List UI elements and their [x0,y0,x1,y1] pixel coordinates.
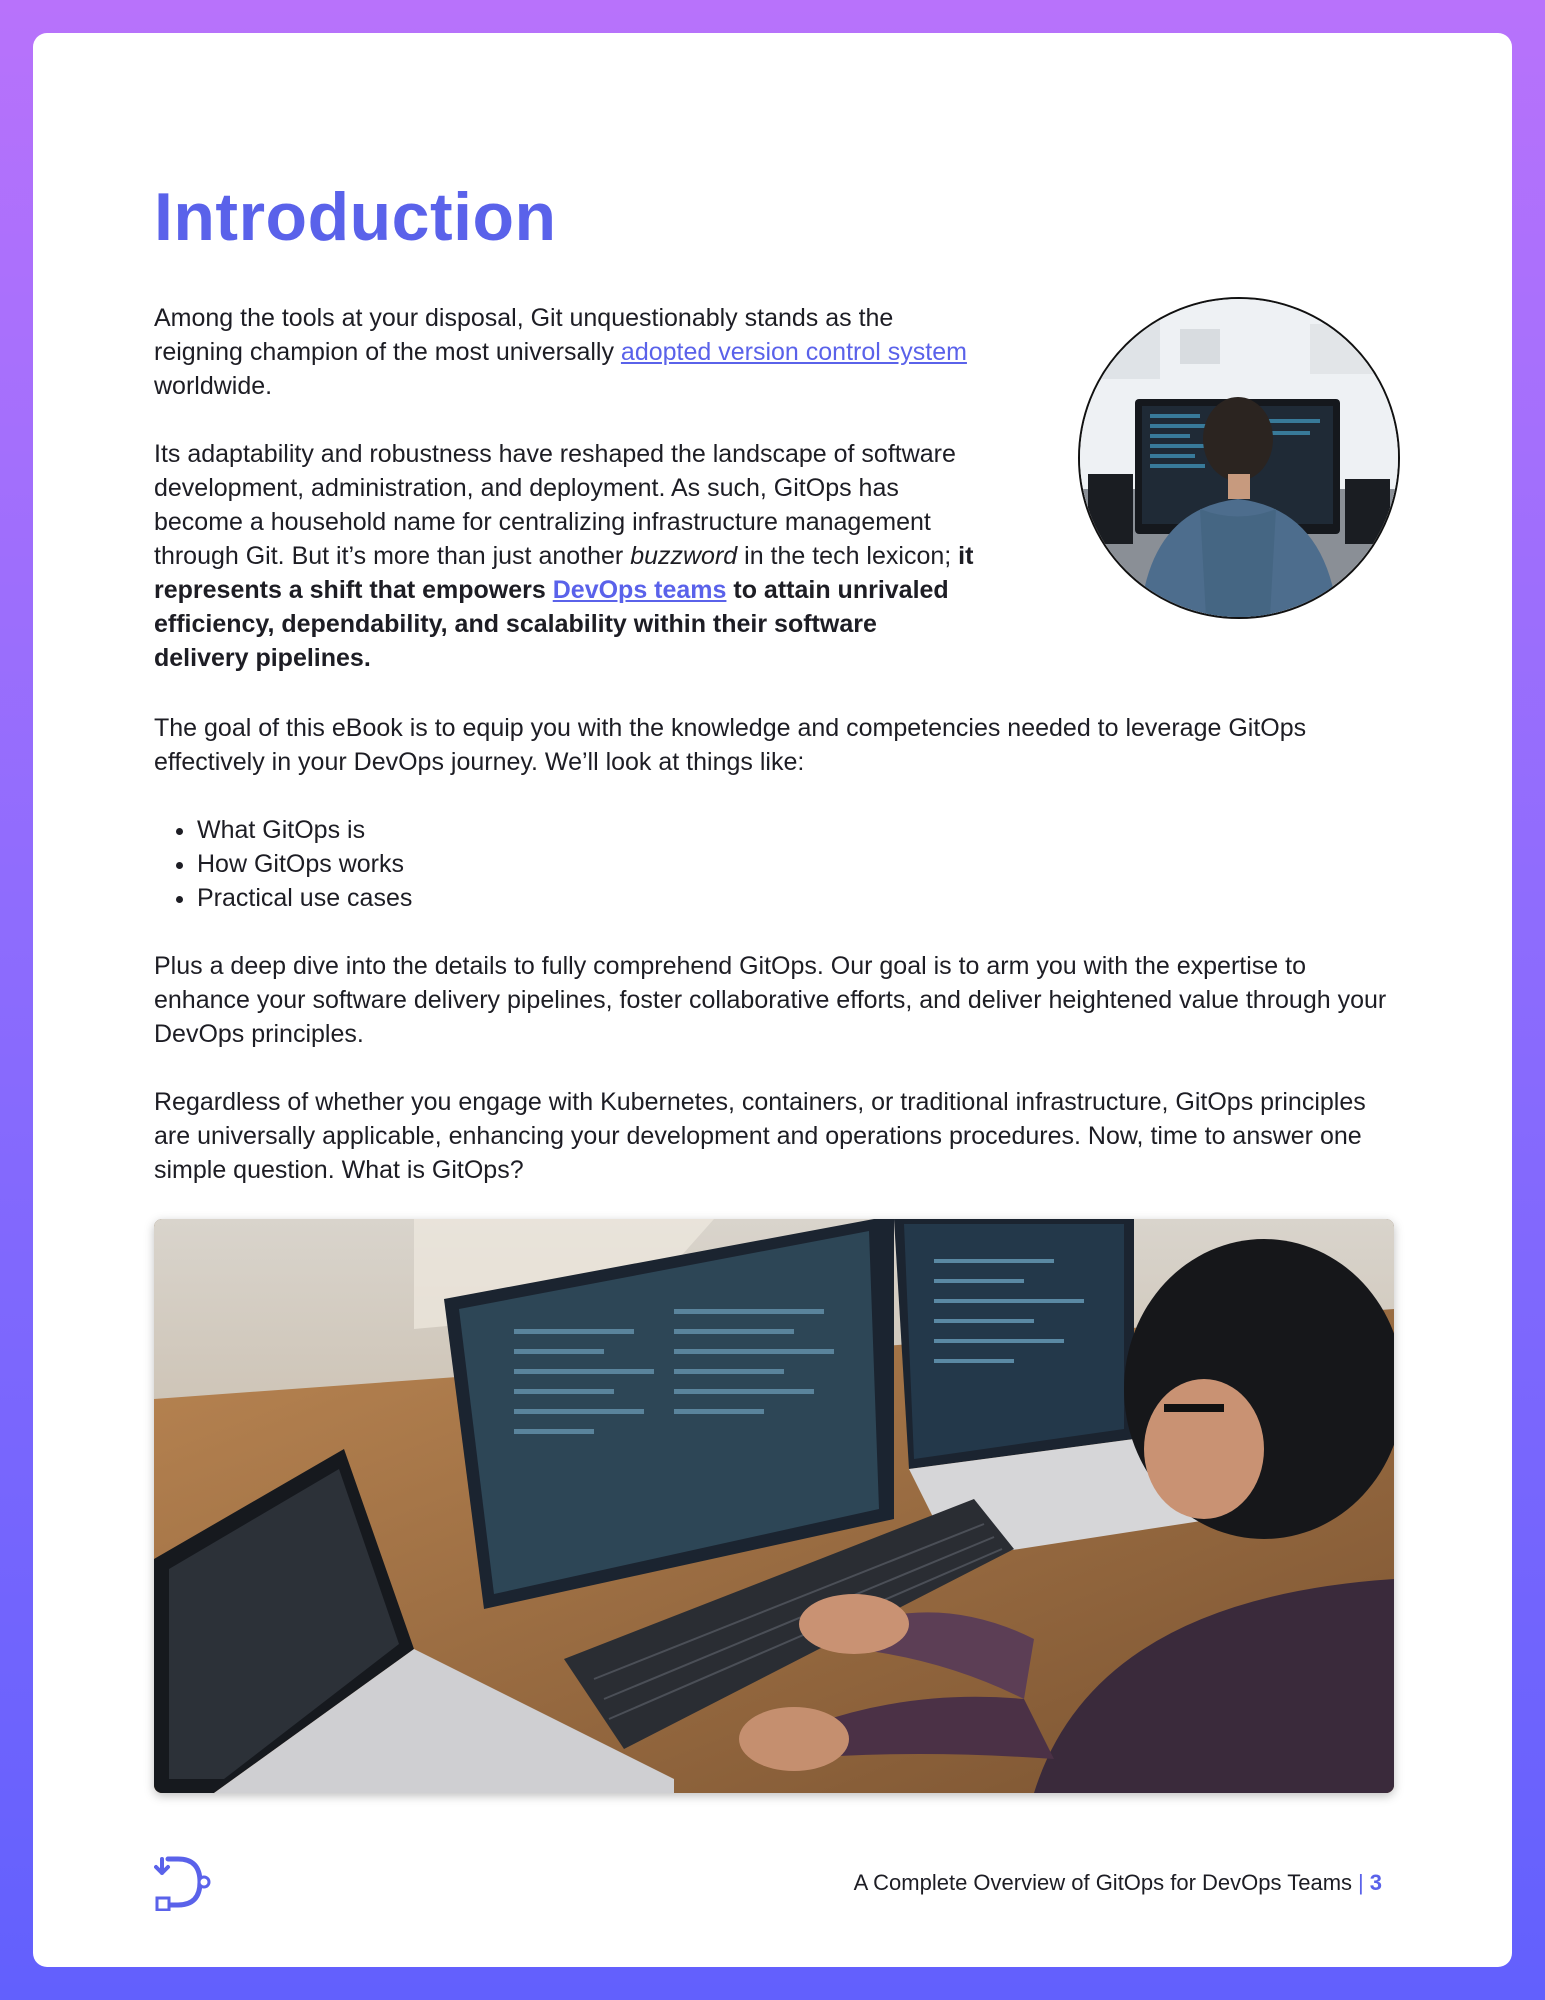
page-number: 3 [1369,1870,1382,1895]
list-item: • What GitOps is [197,813,1394,847]
developer-photo-circle [1078,297,1400,619]
footer-document-title: A Complete Overview of GitOps for DevOps Teams [853,1870,1353,1895]
paragraph-2-bold: it represents a shift that empowers [154,542,974,604]
developer-typing-photo [154,1219,1394,1793]
intro-paragraph [154,301,974,675]
body-section [154,711,1394,1187]
intro-text-end: worldwide. [154,372,273,400]
buzzword-italic: buzzword [630,542,738,570]
paragraph-2-text: Its adaptability and robustness have reshaped the landscape of software development, administration, and deployment. As such, GitOps has become a household name for centralizing infrastructure management through Git. But it’s more than just another [154,440,956,570]
devops-teams-link[interactable]: DevOps teams [552,576,727,604]
developer-typing-illustration [154,1219,1394,1793]
footer [854,1870,1382,1896]
developer-monitor-illustration [1080,299,1398,617]
paragraph-2-bold-end: to attain unrivaled efficiency, dependability, and scalability within their software delivery pipelines. [154,576,949,672]
version-control-link[interactable]: adopted version control system [620,338,967,366]
closing-paragraph: Regardless of whether you engage with Kubernetes, containers, or traditional infrastructure, GitOps principles are universally applicable, enhancing your development and operations procedures. Now, time to answer one simple question. What is GitOps? [154,1088,1366,1184]
list-item: • How GitOps works [197,847,1394,881]
page [33,33,1512,1967]
goal-paragraph: The goal of this eBook is to equip you with the knowledge and competencies needed to leverage GitOps effectively in your DevOps journey. We’ll look at things like: [154,714,1307,776]
brand-logo-icon [154,1855,212,1911]
topic-list [154,813,1394,915]
footer-separator: | [1358,1870,1364,1895]
paragraph-2-text-2: in the tech lexicon; [737,542,959,570]
deep-dive-paragraph: Plus a deep dive into the details to fully comprehend GitOps. Our goal is to arm you with the expertise to enhance your software delivery pipelines, foster collaborative efforts, and deliver heightened value through your DevOps principles. [154,952,1387,1048]
paragraph-2 [154,440,973,672]
list-item: • Practical use cases [197,881,1394,915]
content [154,179,1394,1184]
intro-text: Among the tools at your disposal, Git unquestionably stands as the reigning champion of the most universally [154,304,894,366]
page-title: Introduction [154,179,557,255]
